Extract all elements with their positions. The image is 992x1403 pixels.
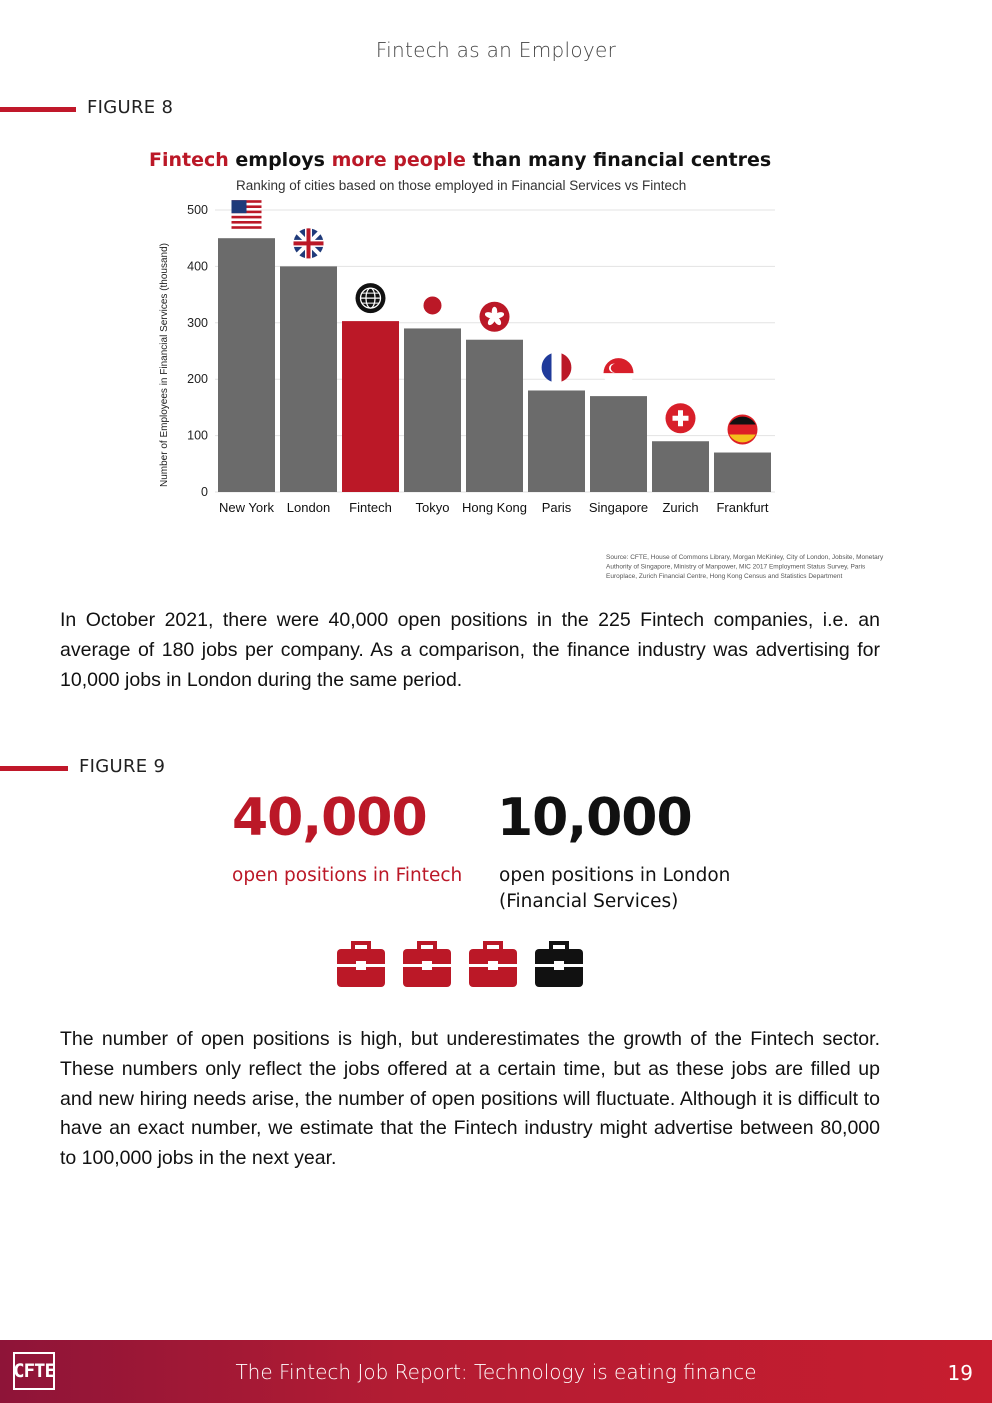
- x-tick-label: London: [286, 500, 331, 515]
- chart-title-part: employs: [228, 149, 332, 171]
- chart-source-line: Authority of Singapore, Ministry of Manpower, MIC 2017 Employment Status Survey, Paris: [606, 563, 866, 571]
- figure-9-label: FIGURE 9: [79, 756, 166, 777]
- y-axis-label: Number of Employees in Financial Services (thousand): [159, 243, 170, 487]
- japan-flag-icon: [424, 296, 442, 314]
- figure-8-chart: [140, 140, 900, 585]
- bar: [590, 396, 647, 492]
- x-tick-label: Zurich: [662, 500, 699, 515]
- y-tick-label: 300: [187, 315, 208, 330]
- cfte-logo: CFTE: [13, 1352, 55, 1390]
- fintech-open-positions-number: 40,000: [232, 788, 427, 848]
- briefcase-icon: [534, 940, 584, 988]
- y-tick-label: 500: [187, 203, 208, 217]
- x-tick-label: Tokyo: [415, 500, 450, 515]
- briefcase-icon: [336, 940, 386, 988]
- bar: [714, 453, 771, 492]
- figure-9-rule: [0, 766, 68, 771]
- france-flag-icon: [542, 352, 572, 382]
- us-flag-icon: [232, 200, 262, 230]
- chart-title-part: Fintech: [149, 149, 229, 171]
- bar: [342, 321, 399, 492]
- footer: [0, 1340, 992, 1403]
- chart-title-part: than many financial centres: [465, 149, 772, 171]
- y-tick-label: 400: [187, 259, 208, 274]
- chart-subtitle: Ranking of cities based on those employed in Financial Services vs Fintech: [236, 178, 687, 193]
- singapore-flag-icon: [604, 358, 634, 388]
- germany-flag-icon: [728, 415, 758, 445]
- x-tick-label: Paris: [541, 500, 572, 515]
- y-tick-label: 100: [187, 428, 208, 443]
- fintech-globe-icon: [356, 283, 386, 313]
- switzerland-flag-icon: [666, 403, 696, 433]
- briefcase-row: [336, 940, 584, 988]
- london-caption-line1: open positions in London: [499, 865, 731, 886]
- london-caption-line2: (Financial Services): [499, 891, 679, 912]
- chart-title: [149, 149, 771, 171]
- bar: [652, 441, 709, 492]
- chart-source-line: Source: CFTE, House of Commons Library, Morgan McKinley, City of London, Jobsite, Monetary: [606, 554, 884, 561]
- bar: [218, 238, 275, 492]
- figure-8-label: FIGURE 8: [87, 97, 174, 118]
- uk-flag-icon: [294, 228, 324, 258]
- paragraph-1: In October 2021, there were 40,000 open positions in the 225 Fintech companies, i.e. an average of 180 jobs per company. As a comparison, the finance industry was advertising for 10,000 jobs in London during the same period.: [60, 609, 880, 691]
- bar: [528, 390, 585, 492]
- briefcase-icon: [468, 940, 518, 988]
- london-open-positions-number: 10,000: [497, 788, 692, 848]
- x-tick-label: Frankfurt: [716, 500, 769, 515]
- bar: [404, 328, 461, 492]
- fintech-open-positions-caption: open positions in Fintech: [232, 865, 463, 886]
- hong-kong-flag-icon: [480, 302, 510, 332]
- y-tick-label: 200: [187, 372, 208, 387]
- chart-source-line: Europlace, Zurich Financial Centre, Hong Kong Census and Statistics Department: [606, 573, 843, 580]
- x-tick-label: Fintech: [349, 500, 392, 515]
- x-tick-label: Hong Kong: [461, 500, 528, 515]
- bar: [466, 340, 523, 492]
- page-title: Fintech as an Employer: [375, 38, 617, 62]
- footer-text: The Fintech Job Report: Technology is eating finance: [235, 1360, 757, 1384]
- chart-title-part: more people: [331, 149, 466, 171]
- paragraph-2: The number of open positions is high, but underestimates the growth of the Fintech sector. These numbers only reflect the jobs offered at a certain time, but as these jobs are filled up and new hiring needs arise, the number of open positions will fluctuate. Although it is difficult to have an exact number, we estimate that the Fintech industry might advertise between 80,000 to 100,000 jobs in the next year.: [60, 1028, 880, 1170]
- y-tick-label: 0: [201, 485, 208, 499]
- figure-8-rule: [0, 107, 76, 112]
- london-open-positions-caption: [499, 863, 730, 915]
- bar: [280, 266, 337, 492]
- page-number: 19: [947, 1361, 973, 1385]
- briefcase-icon: [402, 940, 452, 988]
- x-tick-label: Singapore: [588, 500, 649, 515]
- x-tick-label: New York: [219, 500, 274, 515]
